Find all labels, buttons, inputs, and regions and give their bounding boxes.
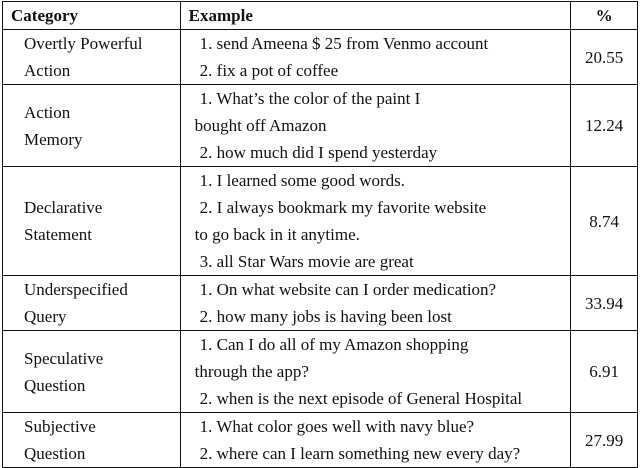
example-line: 1. What color goes well with navy blue? — [199, 417, 475, 436]
header-percent: % — [571, 2, 638, 30]
example-line: 2. how much did I spend yesterday — [199, 143, 438, 162]
example-line: 1. What’s the color of the paint I — [199, 89, 421, 108]
percent-cell: 12.24 — [571, 85, 638, 167]
example-line: 1. send Ameena $ 25 from Venmo account — [199, 34, 489, 53]
example-cell — [180, 167, 571, 276]
example-line: 1. On what website can I order medication? — [199, 280, 497, 299]
example-line: 2. fix a pot of coffee — [199, 61, 339, 80]
table-row — [3, 413, 638, 468]
percent-cell: 33.94 — [571, 276, 638, 331]
example-line: 2. how many jobs is having been lost — [199, 307, 452, 326]
category-cell — [3, 413, 181, 468]
header-category: Category — [3, 2, 181, 30]
category-line: Memory — [24, 129, 83, 149]
example-line: 3. all Star Wars movie are great — [199, 252, 414, 271]
example-cell — [180, 413, 571, 468]
category-cell — [3, 167, 181, 276]
example-line: 2. I always bookmark my favorite website — [199, 198, 487, 217]
header-example: Example — [180, 2, 571, 30]
category-line: Action — [24, 102, 71, 122]
percent-cell: 6.91 — [571, 331, 638, 413]
category-line: Query — [24, 307, 67, 326]
header-row — [3, 2, 638, 30]
example-cell — [180, 30, 571, 85]
example-line: bought off Amazon — [194, 116, 327, 135]
example-line: 2. where can I learn something new every day? — [199, 444, 521, 463]
category-line: Question — [24, 444, 86, 463]
table-row — [3, 276, 638, 331]
table-row — [3, 167, 638, 276]
category-line: Speculative — [24, 348, 104, 368]
category-line: Declarative — [24, 198, 103, 217]
percent-cell: 20.55 — [571, 30, 638, 85]
category-table — [2, 1, 638, 468]
percent-cell: 8.74 — [571, 167, 638, 276]
percent-cell: 27.99 — [571, 413, 638, 468]
category-line: Statement — [24, 225, 92, 244]
example-line: 1. I learned some good words. — [199, 171, 406, 190]
category-cell — [3, 331, 181, 413]
example-line: 1. Can I do all of my Amazon shopping — [199, 335, 469, 354]
category-line: Overtly Powerful — [24, 34, 143, 53]
category-cell — [3, 276, 181, 331]
table-row — [3, 331, 638, 413]
table-row — [3, 30, 638, 85]
example-line: through the app? — [194, 362, 309, 381]
category-line: Question — [24, 375, 86, 395]
example-cell — [180, 331, 571, 413]
category-line: Action — [24, 61, 71, 80]
category-line: Underspecified — [24, 280, 128, 299]
category-cell — [3, 85, 181, 167]
example-cell — [180, 85, 571, 167]
category-line: Subjective — [24, 417, 96, 436]
example-line: 2. when is the next episode of General Hospital — [199, 389, 523, 408]
example-line: to go back in it anytime. — [194, 225, 360, 244]
table-row — [3, 85, 638, 167]
example-cell — [180, 276, 571, 331]
category-cell — [3, 30, 181, 85]
